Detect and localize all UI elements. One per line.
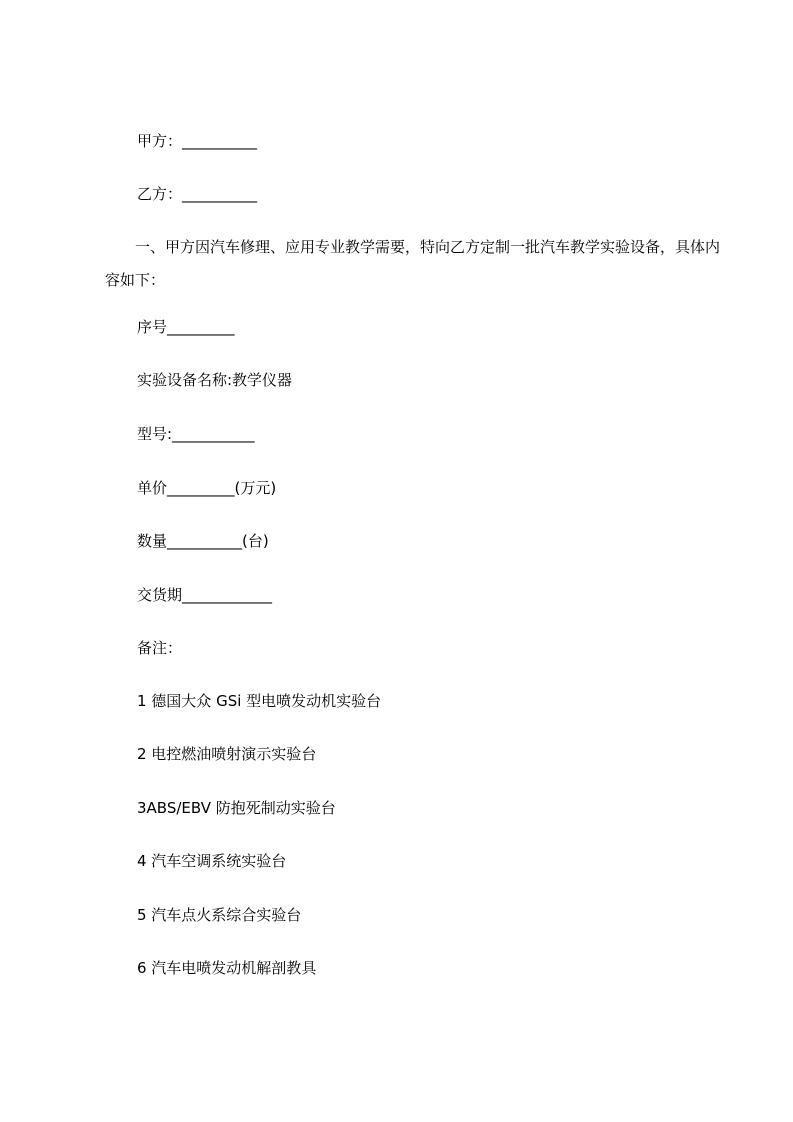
unit-price-line: 单价_________(万元): [137, 479, 277, 497]
party-a-line: 甲方：__________: [137, 132, 258, 150]
quantity-line: 数量__________(台): [137, 532, 269, 550]
equipment-name-line: 实验设备名称:教学仪器: [137, 371, 293, 389]
remark-item: 4 汽车空调系统实验台: [137, 852, 287, 870]
remark-item: 6 汽车电喷发动机解剖教具: [137, 959, 317, 977]
party-b-line: 乙方：__________: [137, 185, 258, 203]
remark-item: 1 德国大众 GSi 型电喷发动机实验台: [137, 692, 382, 710]
serial-number-line: 序号_________: [137, 318, 235, 336]
remark-item: 2 电控燃油喷射演示实验台: [137, 745, 317, 763]
remark-item: 5 汽车点火系综合实验台: [137, 906, 302, 924]
model-line: 型号:___________: [137, 425, 255, 443]
clause-one-paragraph: 一、甲方因汽车修理、应用专业教学需要，特向乙方定制一批汽车教学实验设备，具体内容如下：: [105, 238, 721, 289]
remark-item: 3ABS/EBV 防抱死制动实验台: [137, 799, 336, 817]
delivery-date-line: 交货期____________: [137, 586, 273, 604]
remarks-label: 备注：: [137, 639, 183, 657]
